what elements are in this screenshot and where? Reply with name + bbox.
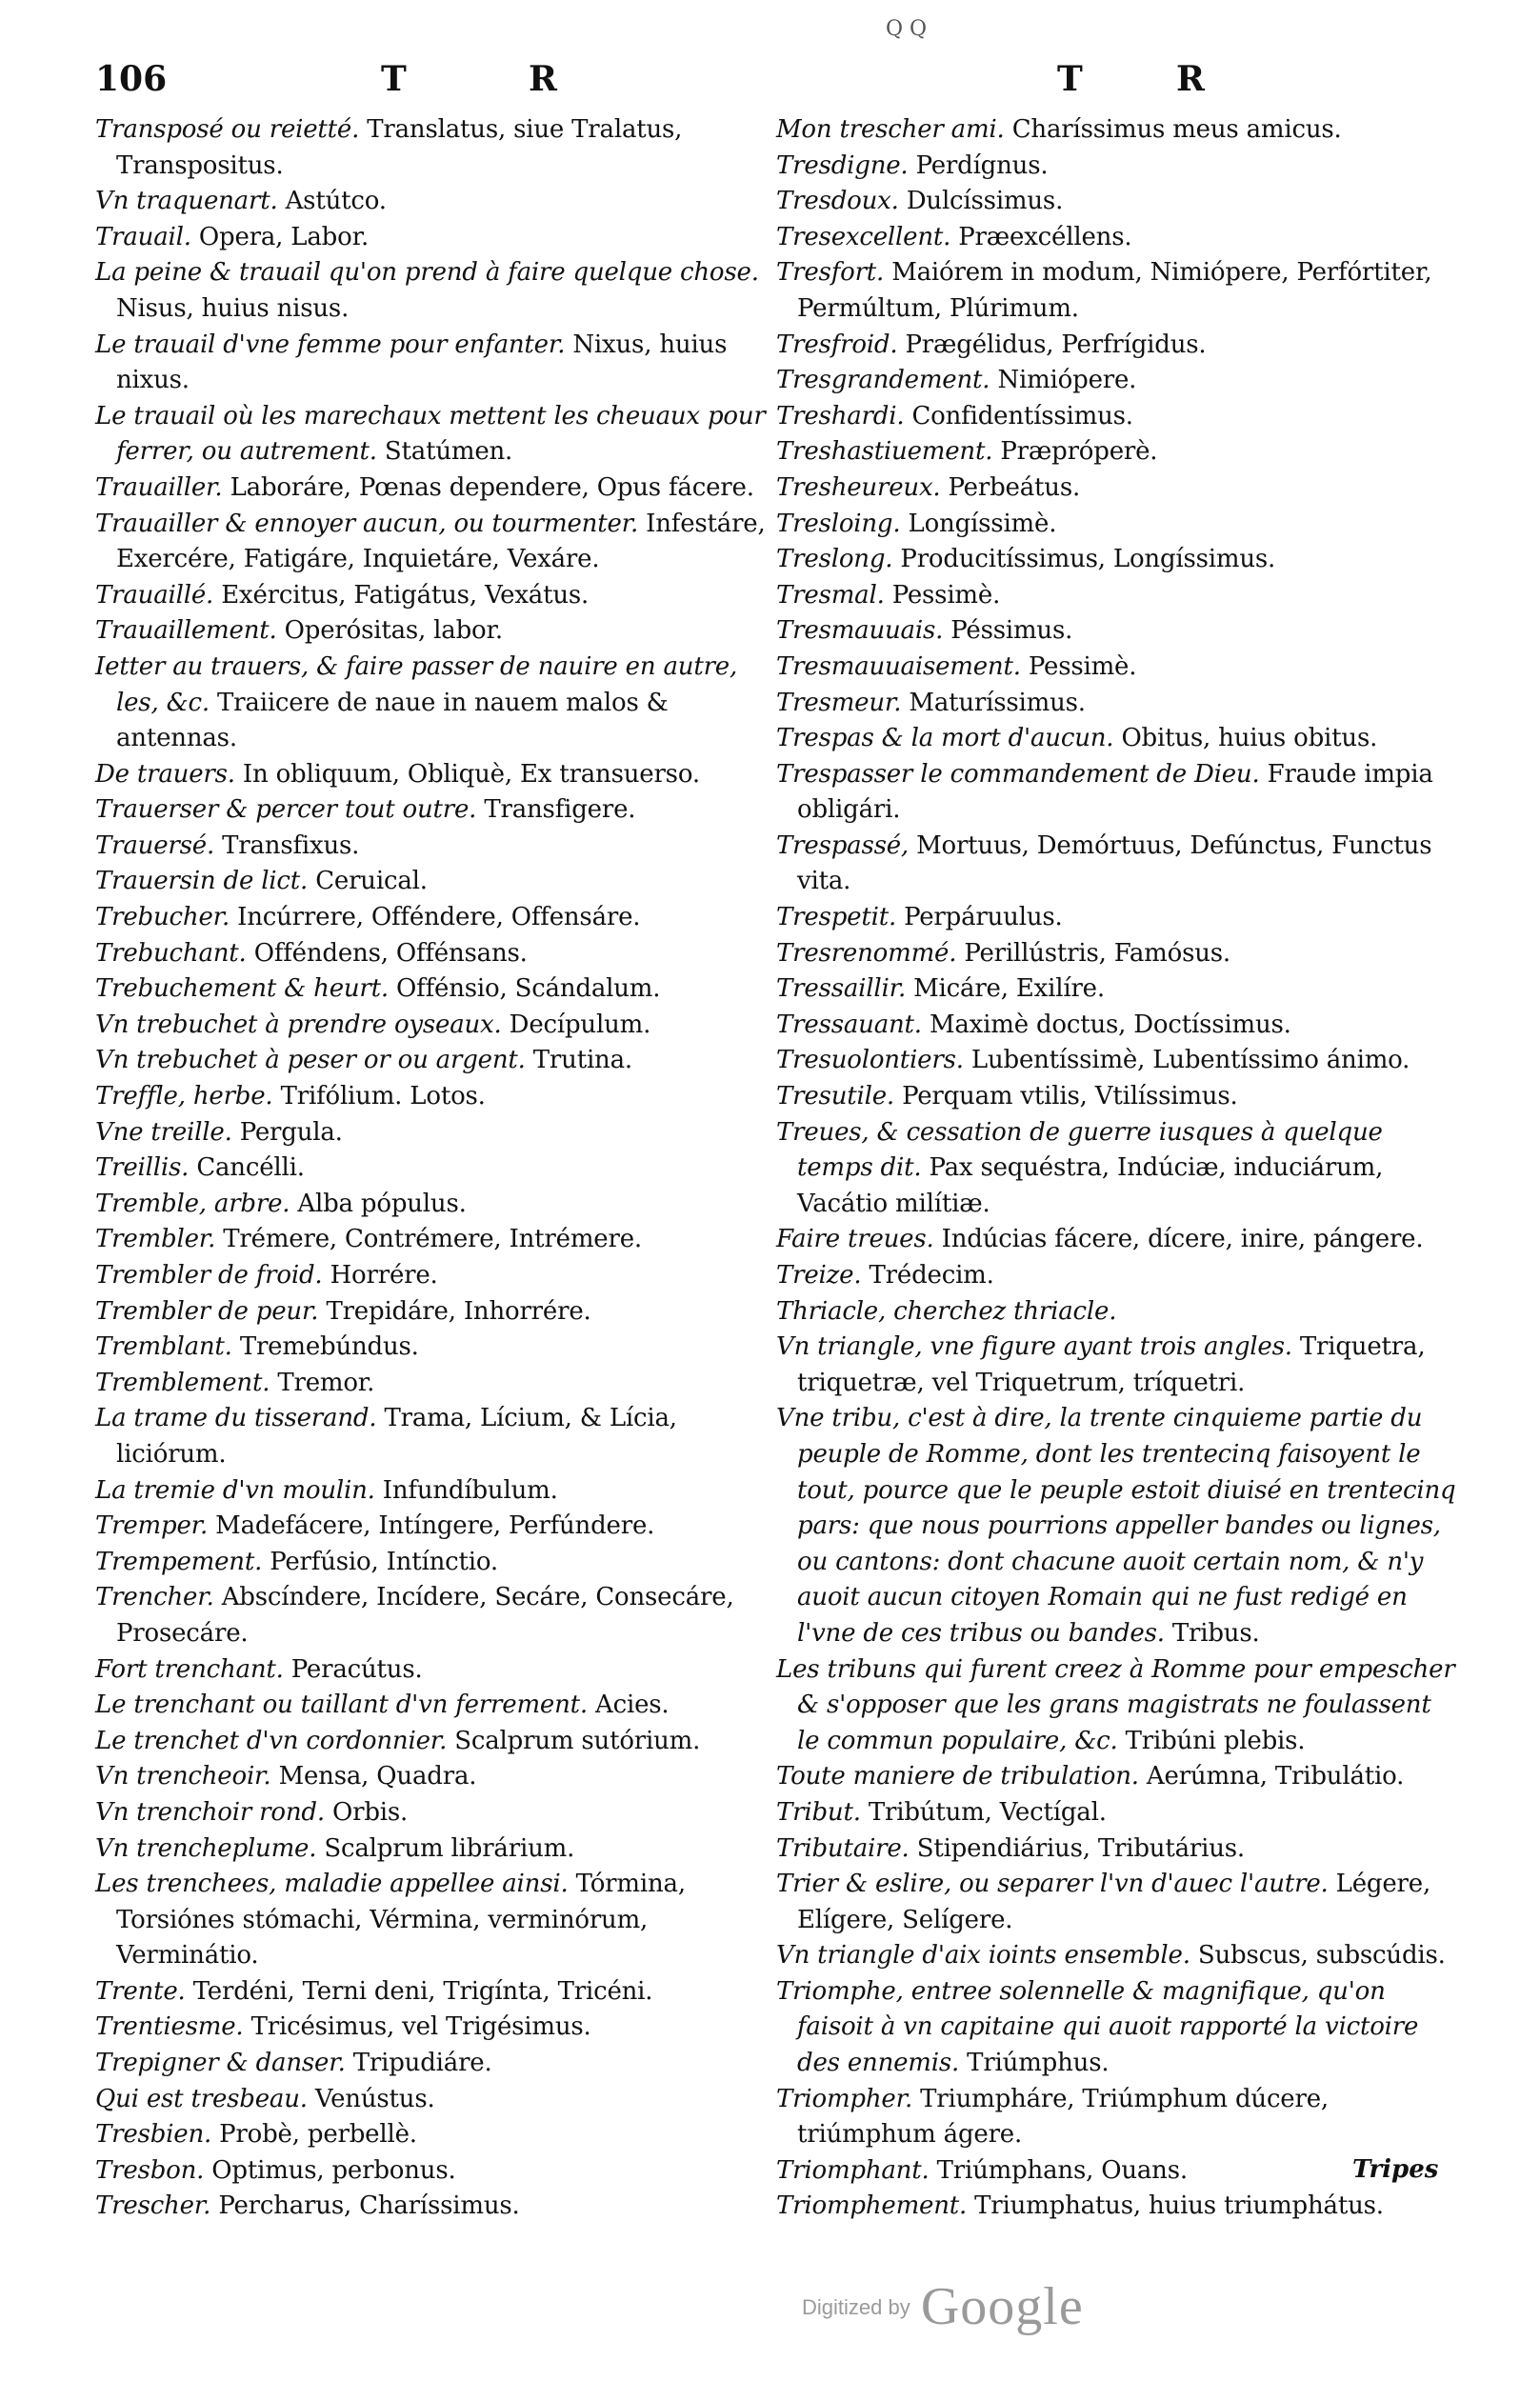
- latin-gloss: Astútco.: [285, 187, 387, 216]
- dictionary-entry: [95, 1795, 781, 1831]
- dictionary-entry: [95, 1115, 781, 1151]
- latin-gloss: Scalprum sutórium.: [454, 1726, 701, 1755]
- latin-gloss: Maturíssimus.: [909, 688, 1086, 717]
- french-headword: Les tribuns qui furent creez à Romme pour empescher & s'opposer que les grans magistrats ne foulassent le commun populaire, &c.: [776, 1654, 1455, 1755]
- french-headword: Tresmeur.: [776, 688, 902, 717]
- latin-gloss: Prægélidus, Perfrígidus.: [905, 330, 1207, 359]
- french-headword: Vne tribu, c'est à dire, la trente cinquieme partie du peuple de Romme, dont les trentecinq faisoyent le tout, pource que le peuple estoit diuisé en trentecinq pars: que nous pourrions appeller bandes ou lignes, ou cantons: dont chacune auoit certain nom, & n'y auoit aucun citoyen Romain qui ne fust redigé en l'vne de ces tribus ou bandes.: [776, 1404, 1456, 1648]
- latin-gloss: Longíssimè.: [908, 509, 1057, 538]
- latin-gloss: Trifólium. Lotos.: [280, 1082, 486, 1111]
- french-headword: Tresmauuais.: [776, 616, 944, 646]
- french-headword: Tribut.: [776, 1797, 861, 1827]
- latin-gloss: Præexcéllens.: [958, 222, 1132, 251]
- french-headword: Trauailler & ennoyer aucun, ou tourmenter.: [95, 509, 639, 538]
- latin-gloss: Trédecim.: [869, 1261, 994, 1290]
- running-head-right-t: T: [1057, 59, 1087, 99]
- dictionary-entry: [95, 650, 781, 757]
- french-headword: De trauers.: [95, 759, 235, 789]
- latin-gloss: Péssimus.: [950, 616, 1073, 646]
- french-headword: Vn trebuchet à prendre oyseaux.: [95, 1010, 502, 1039]
- latin-gloss: Probè, perbellè.: [219, 2120, 417, 2150]
- latin-gloss: Lubentíssimè, Lubentíssimo ánimo.: [970, 1046, 1410, 1075]
- latin-gloss: Perfúsio, Intínctio.: [270, 1547, 498, 1576]
- french-headword: Tresgrandement.: [776, 366, 990, 395]
- latin-gloss: Nimiópere.: [997, 366, 1137, 395]
- latin-gloss: Charíssimus meus amicus.: [1011, 115, 1342, 144]
- latin-gloss: In obliquum, Obliquè, Ex transuerso.: [242, 759, 700, 789]
- latin-gloss: Subscus, subscúdis.: [1197, 1941, 1446, 1971]
- french-headword: Les trenchees, maladie appellee ainsi.: [95, 1870, 569, 1899]
- french-headword: Tresdoux.: [776, 187, 899, 216]
- latin-gloss: Producitíssimus, Longíssimus.: [900, 545, 1276, 574]
- french-headword: Triomphant.: [776, 2155, 930, 2185]
- french-headword: Treshastiuement.: [776, 437, 993, 467]
- latin-gloss: Infestáre, Exercére, Fatigáre, Inquietáre, Vexáre.: [116, 509, 766, 574]
- french-headword: Tremble, arbre.: [95, 1189, 290, 1218]
- latin-gloss: Offéndens, Offénsans.: [253, 938, 528, 968]
- dictionary-entry: [95, 220, 781, 256]
- french-headword: Tresuolontiers.: [776, 1046, 964, 1075]
- dictionary-entry: [95, 184, 781, 220]
- dictionary-entry: [95, 1545, 781, 1581]
- french-headword: Trespasser le commandement de Dieu.: [776, 759, 1260, 789]
- dictionary-entry: [776, 220, 1458, 256]
- french-headword: Trembler de peur.: [95, 1296, 319, 1326]
- french-headword: Fort trenchant.: [95, 1654, 284, 1684]
- dictionary-entry: [95, 2153, 781, 2190]
- latin-gloss: Transfixus.: [222, 830, 360, 860]
- dictionary-entry: [776, 829, 1458, 900]
- french-headword: Trebucher.: [95, 903, 230, 932]
- latin-gloss: Trepidáre, Inhorrére.: [326, 1296, 591, 1326]
- french-headword: Tressaillir.: [776, 974, 907, 1004]
- latin-gloss: Præpróperè.: [1000, 437, 1158, 467]
- right-column: [776, 112, 1458, 2225]
- french-headword: Vn triangle d'aix ioints ensemble.: [776, 1941, 1190, 1971]
- french-headword: Trauerser & percer tout outre.: [95, 795, 477, 825]
- latin-gloss: Percharus, Charíssimus.: [218, 2191, 520, 2221]
- french-headword: Trencher.: [95, 1583, 214, 1612]
- french-headword: Treffle, herbe.: [95, 1082, 273, 1111]
- latin-gloss: Offénsio, Scándalum.: [396, 974, 661, 1004]
- digitized-by-google-watermark: [802, 2276, 1084, 2337]
- latin-gloss: Madefácere, Intíngere, Perfúndere.: [215, 1511, 655, 1541]
- running-head-right-r: R: [1176, 59, 1209, 99]
- french-headword: Le trauail où les marechaux mettent les cheuaux pour ferrer, ou autrement.: [95, 401, 766, 467]
- latin-gloss: Alba pópulus.: [297, 1189, 467, 1218]
- dictionary-entry: [776, 1795, 1458, 1831]
- french-headword: Le trenchet d'vn cordonnier.: [95, 1726, 448, 1755]
- dictionary-entry: [776, 1401, 1458, 1651]
- latin-gloss: Légere, Elígere, Selígere.: [797, 1870, 1431, 1934]
- dictionary-entry: [95, 613, 781, 650]
- french-headword: Trauersé.: [95, 830, 215, 860]
- dictionary-entry: [95, 2082, 781, 2118]
- french-headword: Vn trencheoir.: [95, 1762, 271, 1791]
- latin-gloss: Cancélli.: [196, 1153, 305, 1183]
- french-headword: Trauersin de lict.: [95, 867, 309, 896]
- french-headword: Tresmal.: [776, 580, 885, 610]
- french-headword: Trauaillé.: [95, 580, 214, 610]
- french-headword: Vn triangle, vne figure ayant trois angles.: [776, 1332, 1292, 1362]
- french-headword: Trier & eslire, ou separer l'vn d'auec l'autre.: [776, 1870, 1329, 1899]
- dictionary-entry: [95, 1652, 781, 1689]
- dictionary-entry: [776, 1938, 1458, 1974]
- latin-gloss: Statúmen.: [384, 437, 513, 467]
- latin-gloss: Abscíndere, Incídere, Secáre, Consecáre, Prosecáre.: [116, 1583, 734, 1648]
- latin-gloss: Pessimè.: [891, 580, 1001, 610]
- french-headword: Toute maniere de tribulation.: [776, 1762, 1139, 1791]
- latin-gloss: Nixus, huius nixus.: [116, 330, 728, 395]
- dictionary-entry: [776, 686, 1458, 722]
- latin-gloss: Optimus, perbonus.: [211, 2155, 456, 2185]
- latin-gloss: Peracútus.: [290, 1654, 423, 1684]
- dictionary-entry: [776, 650, 1458, 686]
- dictionary-entry: [95, 829, 781, 865]
- french-headword: Tremblement.: [95, 1368, 270, 1397]
- dictionary-entry: [776, 542, 1458, 578]
- dictionary-entry: [776, 255, 1458, 327]
- latin-gloss: Triumphatus, huius triumphátus.: [974, 2191, 1384, 2221]
- latin-gloss: Orbis.: [331, 1797, 409, 1827]
- latin-gloss: Maiórem in modum, Nimiópere, Perfórtiter, Permúltum, Plúrimum.: [797, 258, 1432, 323]
- dictionary-entry: [776, 1043, 1458, 1079]
- dictionary-entry: [95, 1688, 781, 1724]
- dictionary-entry: [95, 399, 781, 470]
- latin-gloss: Tribúni plebis.: [1125, 1726, 1306, 1755]
- latin-gloss: Pax sequéstra, Indúciæ, induciárum, Vacátio milítiæ.: [797, 1153, 1384, 1218]
- dictionary-entry: [95, 112, 781, 184]
- latin-gloss: Fraude impia obligári.: [797, 759, 1433, 825]
- dictionary-entry: [95, 2010, 781, 2046]
- french-headword: Tresutile.: [776, 1082, 894, 1111]
- latin-gloss: Tribus.: [1171, 1618, 1260, 1648]
- french-headword: Vn trebuchet à peser or ou argent.: [95, 1046, 526, 1075]
- french-headword: La tremie d'vn moulin.: [95, 1475, 375, 1505]
- dictionary-entry: [95, 1150, 781, 1187]
- latin-gloss: Micáre, Exilíre.: [913, 974, 1105, 1004]
- french-headword: Transposé ou reietté.: [95, 115, 360, 144]
- french-headword: Tresexcellent.: [776, 222, 951, 251]
- french-headword: Trauaillement.: [95, 616, 277, 646]
- dictionary-entry: [776, 936, 1458, 972]
- french-headword: Triomphe, entree solennelle & magnifique, qu'on faisoit à vn capitaine qui auoit rapporté la victoire des ennemis.: [776, 1976, 1419, 2078]
- french-headword: Trepigner & danser.: [95, 2049, 346, 2078]
- french-headword: Trempement.: [95, 1547, 263, 1576]
- french-headword: Qui est tresbeau.: [95, 2084, 308, 2113]
- dictionary-entry: [776, 184, 1458, 220]
- latin-gloss: Triumpháre, Triúmphum dúcere, triúmphum ágere.: [797, 2084, 1329, 2150]
- dictionary-entry: [95, 1473, 781, 1510]
- dictionary-entry: [776, 1759, 1458, 1795]
- dictionary-entry: [776, 900, 1458, 936]
- dictionary-entry: [776, 971, 1458, 1008]
- french-headword: Trebuchant.: [95, 938, 247, 968]
- latin-gloss: Tórmina, Torsiónes stómachi, Vérmina, verminórum, Verminátio.: [116, 1870, 686, 1971]
- dictionary-entry: [776, 1008, 1458, 1044]
- dictionary-entry: [776, 1330, 1458, 1401]
- dictionary-entry: [95, 1330, 781, 1366]
- latin-gloss: Maximè doctus, Doctíssimus.: [929, 1010, 1291, 1039]
- french-headword: Treillis.: [95, 1153, 190, 1183]
- dictionary-entry: [776, 757, 1458, 829]
- dictionary-entry: [95, 1079, 781, 1115]
- french-headword: Tremper.: [95, 1511, 209, 1541]
- french-headword: Trespassé,: [776, 830, 909, 860]
- french-headword: Treues, & cessation de guerre iusques à quelque temps dit.: [776, 1117, 1383, 1183]
- latin-gloss: Perbeátus.: [948, 472, 1081, 502]
- running-head-left-t: T: [381, 59, 410, 99]
- french-headword: Trembler de froid.: [95, 1261, 323, 1290]
- french-headword: Vn trencheplume.: [95, 1833, 317, 1863]
- dictionary-entry: [776, 1079, 1458, 1115]
- latin-gloss: Stipendiárius, Tributárius.: [916, 1833, 1245, 1863]
- dictionary-entry: [95, 1187, 781, 1223]
- dictionary-entry: [776, 112, 1458, 149]
- latin-gloss: Confidentíssimus.: [911, 401, 1133, 430]
- latin-gloss: Trama, Lícium, & Lícia, liciórum.: [116, 1404, 677, 1469]
- french-headword: Tresfroid.: [776, 330, 898, 359]
- french-headword: La trame du tisserand.: [95, 1404, 377, 1433]
- dictionary-entry: [776, 578, 1458, 614]
- latin-gloss: Nisus, huius nisus.: [116, 293, 350, 323]
- french-headword: Vne treille.: [95, 1117, 232, 1147]
- page-number: 106: [95, 59, 168, 99]
- dictionary-entry: [95, 792, 781, 829]
- latin-gloss: Venústus.: [314, 2084, 435, 2113]
- french-headword: Triomphement.: [776, 2191, 968, 2221]
- latin-gloss: Pessimè.: [1028, 651, 1137, 681]
- dictionary-entry: [95, 507, 781, 578]
- dictionary-entry: [776, 363, 1458, 399]
- latin-gloss: Perillústris, Famósus.: [964, 938, 1230, 968]
- latin-gloss: Mortuus, Demórtuus, Defúnctus, Functus vita.: [797, 830, 1432, 896]
- dictionary-entry: [95, 1008, 781, 1044]
- latin-gloss: Perdígnus.: [915, 150, 1049, 180]
- latin-gloss: Acies.: [595, 1691, 670, 1720]
- french-headword: Vn traquenart.: [95, 187, 278, 216]
- dictionary-entry: [776, 328, 1458, 364]
- dictionary-entry: [95, 578, 781, 614]
- latin-gloss: Exércitus, Fatigátus, Vexátus.: [221, 580, 590, 610]
- dictionary-entry: [95, 864, 781, 900]
- latin-gloss: Decípulum.: [509, 1010, 651, 1039]
- dictionary-entry: [95, 1580, 781, 1651]
- dictionary-entry: [776, 2189, 1458, 2225]
- left-column: [95, 112, 781, 2225]
- latin-gloss: Tripudiáre.: [352, 2049, 492, 2078]
- latin-gloss: Obitus, huius obitus.: [1121, 724, 1378, 753]
- latin-gloss: Tremebúndus.: [239, 1332, 419, 1362]
- dictionary-entry: [95, 1294, 781, 1331]
- dictionary-entry: [95, 1759, 781, 1795]
- french-headword: Trente.: [95, 1976, 186, 2006]
- latin-gloss: Ceruical.: [315, 867, 428, 896]
- dictionary-entry: [95, 1258, 781, 1294]
- dictionary-entry: [776, 1867, 1458, 1938]
- dictionary-entry: [95, 328, 781, 399]
- french-headword: La peine & trauail qu'on prend à faire quelque chose.: [95, 258, 759, 288]
- french-headword: Tributaire.: [776, 1833, 910, 1863]
- latin-gloss: Pergula.: [239, 1117, 343, 1147]
- digitized-by-text: Digitized by: [802, 2295, 910, 2319]
- dictionary-entry: [776, 721, 1458, 757]
- latin-gloss: Tremor.: [277, 1368, 375, 1397]
- dictionary-entry: [776, 434, 1458, 470]
- dictionary-entry: [776, 1974, 1458, 2082]
- french-headword: Trembler.: [95, 1225, 216, 1254]
- dictionary-entry: [776, 1222, 1458, 1258]
- running-head-left-r: R: [529, 59, 561, 99]
- latin-gloss: Perpáruulus.: [904, 903, 1063, 932]
- french-headword: Vn trenchoir rond.: [95, 1797, 325, 1827]
- french-headword: Tresheureux.: [776, 472, 941, 502]
- dictionary-entry: [95, 2189, 781, 2225]
- dictionary-entry: [95, 255, 781, 327]
- french-headword: Treshardi.: [776, 401, 905, 430]
- french-headword: Faire treues.: [776, 1225, 934, 1254]
- latin-gloss: Tricésimus, vel Trigésimus.: [250, 2012, 591, 2042]
- dictionary-entry: [776, 613, 1458, 650]
- french-headword: Triompher.: [776, 2084, 913, 2113]
- french-headword: Tremblant.: [95, 1332, 232, 1362]
- catchword: Tripes: [1352, 2155, 1439, 2184]
- latin-gloss: Trutina.: [532, 1046, 632, 1075]
- french-headword: Tresbien.: [95, 2120, 212, 2150]
- french-headword: Tresfort.: [776, 258, 885, 288]
- latin-gloss: Terdéni, Terni deni, Trigínta, Tricéni.: [192, 1976, 653, 2006]
- french-headword: Trauail.: [95, 222, 191, 251]
- latin-gloss: Scalprum librárium.: [324, 1833, 575, 1863]
- latin-gloss: Triúmphans, Ouans.: [936, 2155, 1188, 2185]
- french-headword: Mon trescher ami.: [776, 115, 1005, 144]
- french-headword: Le trauail d'vne femme pour enfanter.: [95, 330, 566, 359]
- latin-gloss: Traiicere de naue in nauem malos & antennas.: [116, 688, 669, 753]
- dictionary-entry: [95, 1974, 781, 2011]
- dictionary-entry: [776, 1831, 1458, 1868]
- latin-gloss: Transfigere.: [484, 795, 636, 825]
- latin-gloss: Aerúmna, Tribulátio.: [1146, 1762, 1405, 1791]
- french-headword: Tresbon.: [95, 2155, 205, 2185]
- french-headword: Tresmauuaisement.: [776, 651, 1021, 681]
- dictionary-entry: [776, 1115, 1458, 1223]
- latin-gloss: Translatus, siue Tralatus, Transpositus.: [116, 115, 683, 180]
- dictionary-entry: [95, 757, 781, 793]
- latin-gloss: Infundíbulum.: [382, 1475, 558, 1505]
- dictionary-entry: [95, 1222, 781, 1258]
- dictionary-entry: [95, 971, 781, 1008]
- french-headword: Trescher.: [95, 2191, 211, 2221]
- french-headword: Treslong.: [776, 545, 893, 574]
- latin-gloss: Triúmphus.: [967, 2049, 1110, 2078]
- latin-gloss: Operósitas, labor.: [284, 616, 503, 646]
- french-headword: Trespetit.: [776, 903, 897, 932]
- latin-gloss: Horrére.: [330, 1261, 438, 1290]
- latin-gloss: Perquam vtilis, Vtilíssimus.: [902, 1082, 1238, 1111]
- dictionary-entry: [95, 1867, 781, 1974]
- latin-gloss: Tribútum, Vectígal.: [868, 1797, 1107, 1827]
- french-headword: Thriacle, cherchez thriacle.: [776, 1296, 1117, 1326]
- french-headword: Tresloing.: [776, 509, 901, 538]
- latin-gloss: Indúcias fácere, dícere, inire, pángere.: [941, 1225, 1424, 1254]
- latin-gloss: Laboráre, Pœnas dependere, Opus fácere.: [230, 472, 754, 502]
- dictionary-entry: [95, 1509, 781, 1545]
- dictionary-entry: [776, 1294, 1458, 1331]
- dictionary-entry: [776, 507, 1458, 543]
- french-headword: Trebuchement & heurt.: [95, 974, 389, 1004]
- french-headword: Tresdigne.: [776, 150, 909, 180]
- dictionary-entry: [95, 1831, 781, 1868]
- dictionary-entry: [95, 936, 781, 972]
- dictionary-entry: [776, 1652, 1458, 1760]
- dictionary-entry: [95, 470, 781, 507]
- french-headword: Tressauant.: [776, 1010, 922, 1039]
- latin-gloss: Incúrrere, Offéndere, Offensáre.: [237, 903, 641, 932]
- dictionary-entry: [95, 1043, 781, 1079]
- latin-gloss: Trémere, Contrémere, Intrémere.: [223, 1225, 642, 1254]
- french-headword: Ietter au trauers, & faire passer de nauire en autre, les, &c.: [95, 651, 738, 717]
- latin-gloss: Mensa, Quadra.: [278, 1762, 477, 1791]
- dictionary-entry: [776, 2082, 1458, 2153]
- dictionary-entry: [95, 1401, 781, 1472]
- dictionary-entry: [95, 2046, 781, 2082]
- latin-gloss: Opera, Labor.: [198, 222, 370, 251]
- latin-gloss: Dulcíssimus.: [906, 187, 1064, 216]
- dictionary-entry: [776, 470, 1458, 507]
- french-headword: Tresrenommé.: [776, 938, 957, 968]
- french-headword: Trentiesme.: [95, 2012, 244, 2042]
- google-logo-text: Google: [920, 2277, 1084, 2336]
- latin-gloss: Triquetra, triquetræ, vel Triquetrum, tríquetri.: [797, 1332, 1426, 1397]
- french-headword: Trespas & la mort d'aucun.: [776, 724, 1114, 753]
- french-headword: Le trenchant ou taillant d'vn ferrement.: [95, 1691, 588, 1720]
- dictionary-entry: [776, 399, 1458, 435]
- dictionary-entry: [95, 900, 781, 936]
- dictionary-entry: [776, 1258, 1458, 1294]
- dictionary-entry: [95, 1366, 781, 1402]
- dictionary-entry: [776, 149, 1458, 185]
- french-headword: Trauailler.: [95, 472, 223, 502]
- top-scan-mark: Q Q: [886, 17, 928, 41]
- french-headword: Treize.: [776, 1261, 862, 1290]
- dictionary-entry: [95, 1724, 781, 1760]
- dictionary-entry: [95, 2117, 781, 2153]
